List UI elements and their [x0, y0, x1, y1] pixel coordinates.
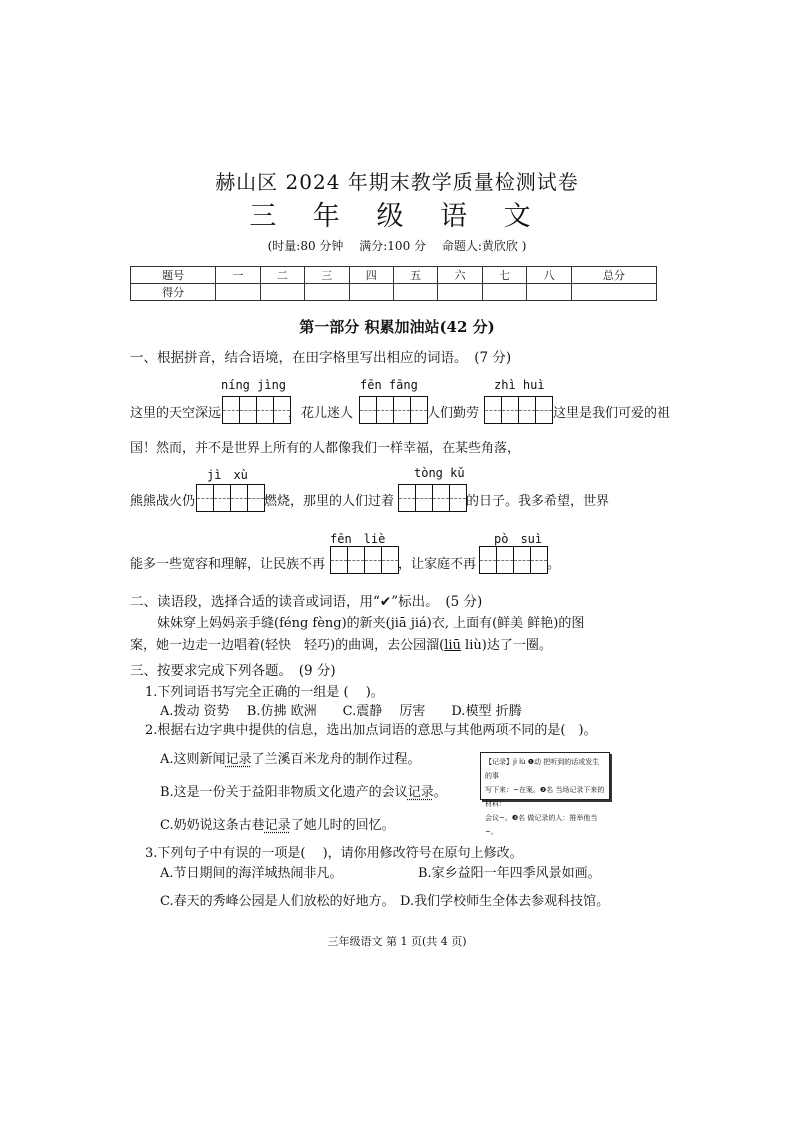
- score-cell[interactable]: [482, 284, 526, 301]
- score-cell[interactable]: [527, 284, 571, 301]
- option-text: B.这是一份关于益阳非物质文化遗产的会议: [160, 785, 408, 800]
- q1-text: 燃烧，那里的人们过着: [264, 494, 395, 509]
- score-cell[interactable]: [349, 284, 393, 301]
- exam-title: 赫山区 2024 年期末教学质量检测试卷: [215, 170, 579, 194]
- score-header-cell: 六: [438, 267, 482, 284]
- q3-sub3-option-a: A.节日期间的海洋城热闹非凡。: [160, 866, 343, 881]
- q1-text: ，让家庭不再: [398, 557, 477, 572]
- score-header-cell: 四: [349, 267, 393, 284]
- score-header-cell: 五: [393, 267, 437, 284]
- q1-title: 一、根据拼音，结合语境，在田字格里写出相应的词语。 (7 分): [130, 350, 512, 366]
- q1-text: ，花儿迷人: [288, 406, 354, 421]
- exam-author: 命题人:黄欣欣 ): [441, 239, 527, 253]
- tianzige-answer-box[interactable]: [330, 546, 399, 572]
- dotted-word: 记录: [407, 785, 434, 800]
- q1-text: 。: [547, 557, 561, 572]
- score-cell[interactable]: [260, 284, 304, 301]
- q3-title: 三、按要求完成下列各题。 (9 分): [130, 663, 336, 679]
- score-table-score-row: [131, 284, 657, 301]
- pinyin: jì xù: [207, 468, 248, 482]
- q3-sub1-options: A.拨动 资势 B.仿拂 欧洲 C.震静 厉害 D.模型 折腾: [160, 704, 522, 719]
- q3-sub2-option-b: [160, 781, 447, 800]
- pinyin: zhì huì: [494, 378, 545, 392]
- score-cell[interactable]: [305, 284, 349, 301]
- q2-paragraph-line: [130, 634, 552, 653]
- q2-pinyin-option[interactable]: liū: [444, 638, 461, 653]
- q3-sub1: 1.下列词语书写完全正确的一组是 ( )。: [145, 685, 384, 700]
- q3-sub3-option-c: C.春天的秀峰公园是人们放松的好地方。: [160, 894, 395, 909]
- q3-sub2: 2.根据右边字典中提供的信息，选出加点词语的意思与其他两项不同的是( )。: [145, 723, 597, 738]
- tianzige-answer-box[interactable]: [196, 484, 265, 510]
- q1-text: 国！然而，并不是世界上所有的人都像我们一样幸福，在某些角落，: [130, 441, 521, 456]
- score-header-cell: 二: [260, 267, 304, 284]
- dict-line: 会议~。❸名 做记录的人：推举他当~。: [485, 814, 598, 836]
- exam-subject: 三 年 级 语 文: [249, 201, 545, 232]
- q1-text: 这里的天空深远: [130, 406, 222, 421]
- option-text: 。: [433, 785, 447, 800]
- pinyin: tòng kǔ: [414, 466, 465, 480]
- score-row-label: 得分: [131, 284, 216, 301]
- q1-text: 熊熊战火仍: [130, 494, 196, 509]
- score-header-cell: 七: [482, 267, 526, 284]
- score-header-cell: 三: [305, 267, 349, 284]
- exam-info: [0, 237, 794, 254]
- tianzige-answer-box[interactable]: [479, 546, 548, 572]
- q1-text: 能多一些宽容和理解，让民族不再: [130, 557, 326, 572]
- q3-sub2-option-a: [160, 748, 421, 767]
- option-text: A.这则新闻: [160, 752, 226, 767]
- part1-title: 第一部分 积累加油站(42 分): [299, 318, 495, 336]
- score-table: [130, 266, 657, 301]
- tianzige-answer-box[interactable]: [359, 396, 428, 422]
- score-header-cell: 总分: [571, 267, 656, 284]
- option-text: 了她儿时的回忆。: [290, 818, 395, 833]
- tianzige-answer-box[interactable]: [398, 484, 467, 510]
- score-header-cell: 一: [216, 267, 260, 284]
- q3-sub3: 3.下列句子中有误的一项是( )，请你用修改符号在原句上修改。: [145, 846, 523, 861]
- pinyin: fēn fāng: [360, 378, 418, 392]
- pinyin: pò suì: [494, 532, 543, 546]
- q1-text: 的日子。我多希望，世界: [466, 494, 610, 509]
- q2-title: 二、读语段，选择合适的读音或词语，用“✔”标出。 (5 分): [130, 594, 483, 610]
- q2-text: liù)达了一圈。: [460, 638, 552, 653]
- option-text: 了兰溪百米龙舟的制作过程。: [251, 752, 421, 767]
- option-text: C.奶奶说这条古巷: [160, 818, 265, 833]
- q3-sub3-option-b: B.家乡益阳一年四季风景如画。: [418, 866, 601, 881]
- q1-text: 人们勤劳: [427, 406, 480, 421]
- q2-text: 案，她一边走一边唱着(轻快 轻巧)的曲调，去公园溜(: [130, 638, 445, 653]
- dotted-word: 记录: [264, 818, 291, 833]
- score-cell[interactable]: [393, 284, 437, 301]
- score-header-cell: 题号: [131, 267, 216, 284]
- exam-full-score: 满分:100 分: [359, 239, 427, 253]
- tianzige-answer-box[interactable]: [484, 396, 553, 422]
- pinyin: fēn liè: [330, 532, 386, 546]
- dict-line: 【记录】jì lù ❶动 把听到的话或发生的事: [485, 758, 600, 780]
- tianzige-answer-box[interactable]: [222, 396, 291, 422]
- dict-line: 写下来：~在案。❷名 当场记录下来的材料：: [485, 786, 605, 808]
- q3-sub3-option-d: D.我们学校师生全体去参观科技馆。: [400, 894, 610, 909]
- score-cell[interactable]: [216, 284, 260, 301]
- dotted-word: 记录: [225, 752, 252, 767]
- exam-time: (时量:80 分钟: [267, 239, 344, 253]
- score-header-cell: 八: [527, 267, 571, 284]
- page-footer: 三年级语文 第 1 页(共 4 页): [327, 935, 467, 948]
- q1-text: 这里是我们可爱的祖: [553, 406, 671, 421]
- dictionary-entry-box: [480, 752, 610, 836]
- q2-paragraph-line: 妹妹穿上妈妈亲手缝(féng fèng)的新夹(jiā jiá)衣, 上面有(鲜美 鲜艳)的图: [157, 616, 585, 631]
- score-cell[interactable]: [571, 284, 656, 301]
- score-table-header-row: [131, 267, 657, 284]
- score-cell[interactable]: [438, 284, 482, 301]
- q3-sub2-option-c: [160, 814, 395, 833]
- pinyin: níng jìng: [221, 378, 287, 392]
